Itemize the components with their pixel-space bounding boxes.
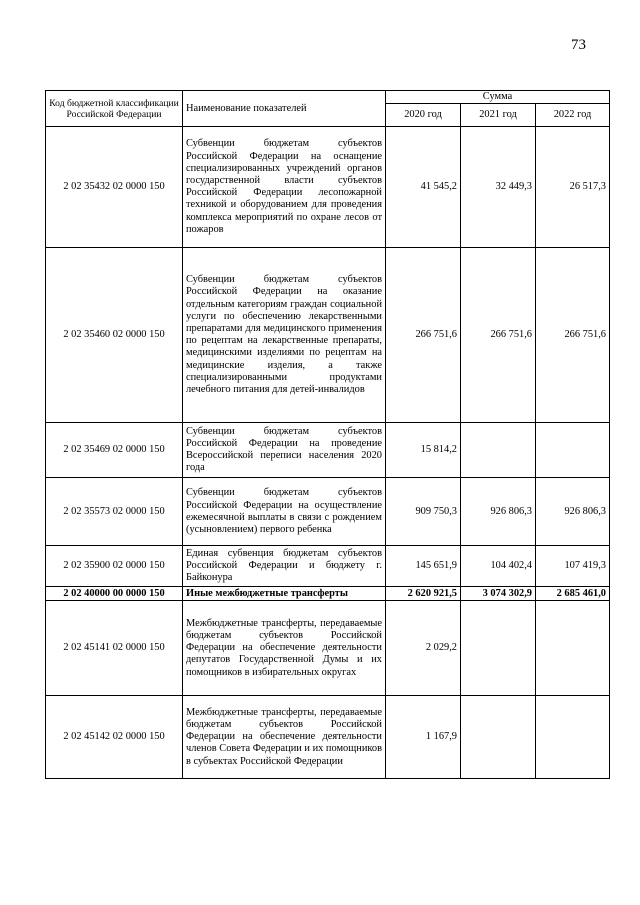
table-row (46, 248, 610, 423)
row-value-2020: 2 620 921,5 (386, 587, 461, 601)
row-value-2021: 32 449,3 (461, 127, 536, 248)
header-year-2022: 2022 год (536, 104, 610, 127)
row-value-2022: 926 806,3 (536, 478, 610, 546)
row-code: 2 02 45141 02 0000 150 (46, 601, 183, 696)
row-code: 2 02 35469 02 0000 150 (46, 423, 183, 478)
row-value-2022: 2 685 461,0 (536, 587, 610, 601)
header-name: Наименование показателей (183, 91, 386, 127)
row-name: Межбюджетные трансферты, передаваемые бюджетам субъектов Российской Федерации на обеспечение деятельности депутатов Государственной Думы и их помощников в избирательных округах (183, 601, 386, 696)
row-value-2022 (536, 601, 610, 696)
header-year-2020: 2020 год (386, 104, 461, 127)
row-value-2021 (461, 696, 536, 779)
table-header (46, 91, 610, 127)
row-value-2020: 909 750,3 (386, 478, 461, 546)
table-row (46, 546, 610, 587)
budget-table (45, 90, 610, 779)
table-row (46, 478, 610, 546)
row-code: 2 02 35900 02 0000 150 (46, 546, 183, 587)
row-value-2020: 41 545,2 (386, 127, 461, 248)
table-row (46, 127, 610, 248)
row-name: Субвенции бюджетам субъектов Российской Федерации на проведение Всероссийской переписи населения 2020 года (183, 423, 386, 478)
row-value-2021 (461, 601, 536, 696)
row-code: 2 02 45142 02 0000 150 (46, 696, 183, 779)
row-value-2022 (536, 696, 610, 779)
row-value-2020: 2 029,2 (386, 601, 461, 696)
row-value-2021 (461, 423, 536, 478)
row-value-2021: 104 402,4 (461, 546, 536, 587)
row-code: 2 02 40000 00 0000 150 (46, 587, 183, 601)
row-name: Единая субвенция бюджетам субъектов Российской Федерации и бюджету г. Байконура (183, 546, 386, 587)
table-body (46, 127, 610, 779)
row-code: 2 02 35460 02 0000 150 (46, 248, 183, 423)
row-name: Субвенции бюджетам субъектов Российской Федерации на оснащение специализированных учреждений органов государственной власти субъектов Российской Федерации лесопожарной техникой и оборудованием для проведения комплекса мероприятий по охране лесов от пожаров (183, 127, 386, 248)
row-value-2020: 15 814,2 (386, 423, 461, 478)
row-value-2020: 145 651,9 (386, 546, 461, 587)
row-value-2020: 1 167,9 (386, 696, 461, 779)
table-row (46, 696, 610, 779)
row-value-2021: 926 806,3 (461, 478, 536, 546)
table-row-total (46, 587, 610, 601)
row-value-2022 (536, 423, 610, 478)
header-code: Код бюджетной классификации Российской Федерации (46, 91, 183, 127)
row-value-2020: 266 751,6 (386, 248, 461, 423)
row-name: Межбюджетные трансферты, передаваемые бюджетам субъектов Российской Федерации на обеспечение деятельности членов Совета Федерации и их помощников в субъектах Российской Федерации (183, 696, 386, 779)
table-row (46, 423, 610, 478)
header-year-2021: 2021 год (461, 104, 536, 127)
table-row (46, 601, 610, 696)
row-code: 2 02 35432 02 0000 150 (46, 127, 183, 248)
row-value-2022: 26 517,3 (536, 127, 610, 248)
page-number: 73 (571, 37, 586, 53)
row-name: Субвенции бюджетам субъектов Российской Федерации на оказание отдельным категориям граждан социальной услуги по обеспечению лекарственными препаратами для медицинского применения по рецептам на лекарственные препараты, медицинскими изделиями по рецептам на медицинские изделия, а также специализированными продуктами лечебного питания для детей-инвалидов (183, 248, 386, 423)
row-value-2021: 3 074 302,9 (461, 587, 536, 601)
row-code: 2 02 35573 02 0000 150 (46, 478, 183, 546)
row-value-2022: 107 419,3 (536, 546, 610, 587)
row-name: Иные межбюджетные трансферты (183, 587, 386, 601)
row-name: Субвенции бюджетам субъектов Российской Федерации на осуществление ежемесячной выплаты в связи с рождением (усыновлением) первого ребенка (183, 478, 386, 546)
row-value-2021: 266 751,6 (461, 248, 536, 423)
header-sum: Сумма (386, 91, 610, 104)
row-value-2022: 266 751,6 (536, 248, 610, 423)
